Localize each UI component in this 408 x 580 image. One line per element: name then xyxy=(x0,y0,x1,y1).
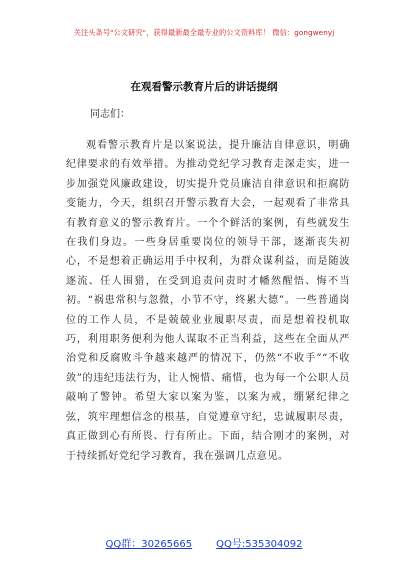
document-title: 在观看警示教育片后的讲话提纲 xyxy=(130,81,278,93)
salutation: 同志们： xyxy=(90,109,130,120)
qq-number-link[interactable]: QQ号:535304092 xyxy=(216,539,303,550)
header-promo-note: 关注头条号"公文研究"，获得最新最全最专业的公文资料库！ 微信：gongwenyj xyxy=(73,28,335,37)
body-paragraph: 观看警示教育片是以案说法，提升廉洁自律意识，明确纪律要求的有效举措。为推动党纪学习教育走深走实，进一步加强党风廉政建设，切实提升党员廉洁自律意识和拒腐防变能力，今天，组织召开警示教育大会，一起观看了非常具有教育意义的警示教育片。一个个鲜活的案例，有些就发生在我们身边。一些身居重要岗位的领导干部，逐渐丧失初心，不是想着正确运用手中权利，为群众谋利益，而是随波逐流、任人围猎，在受到追责问责时才幡然醒悟、悔不当初。“祸患常积与忽微，小节不守，终累大德”。一些普通岗位的工作人员，不是兢兢业业履职尽责，而是想着投机取巧，利用职务便利为他人谋取不正当利益，这些在全面从严治党和反腐败斗争越来越严的情况下，仍然“不收手”“不收敛”的违纪违法行为，让人惋惜、痛惜，也为每一个公职人员敲响了警钟。希望大家以案为鉴，以案为戒，绷紧纪律之弦，筑牢理想信念的根基，自觉遵章守纪，忠诚履职尽责，真正做到心有所畏、行有所止。下面，结合刚才的案例，对于持续抓好党纪学习教育，我在强调几点意见。 xyxy=(66,140,350,462)
qq-group-link[interactable]: QQ群：30265665 xyxy=(105,539,193,550)
footer-contacts xyxy=(0,535,408,550)
